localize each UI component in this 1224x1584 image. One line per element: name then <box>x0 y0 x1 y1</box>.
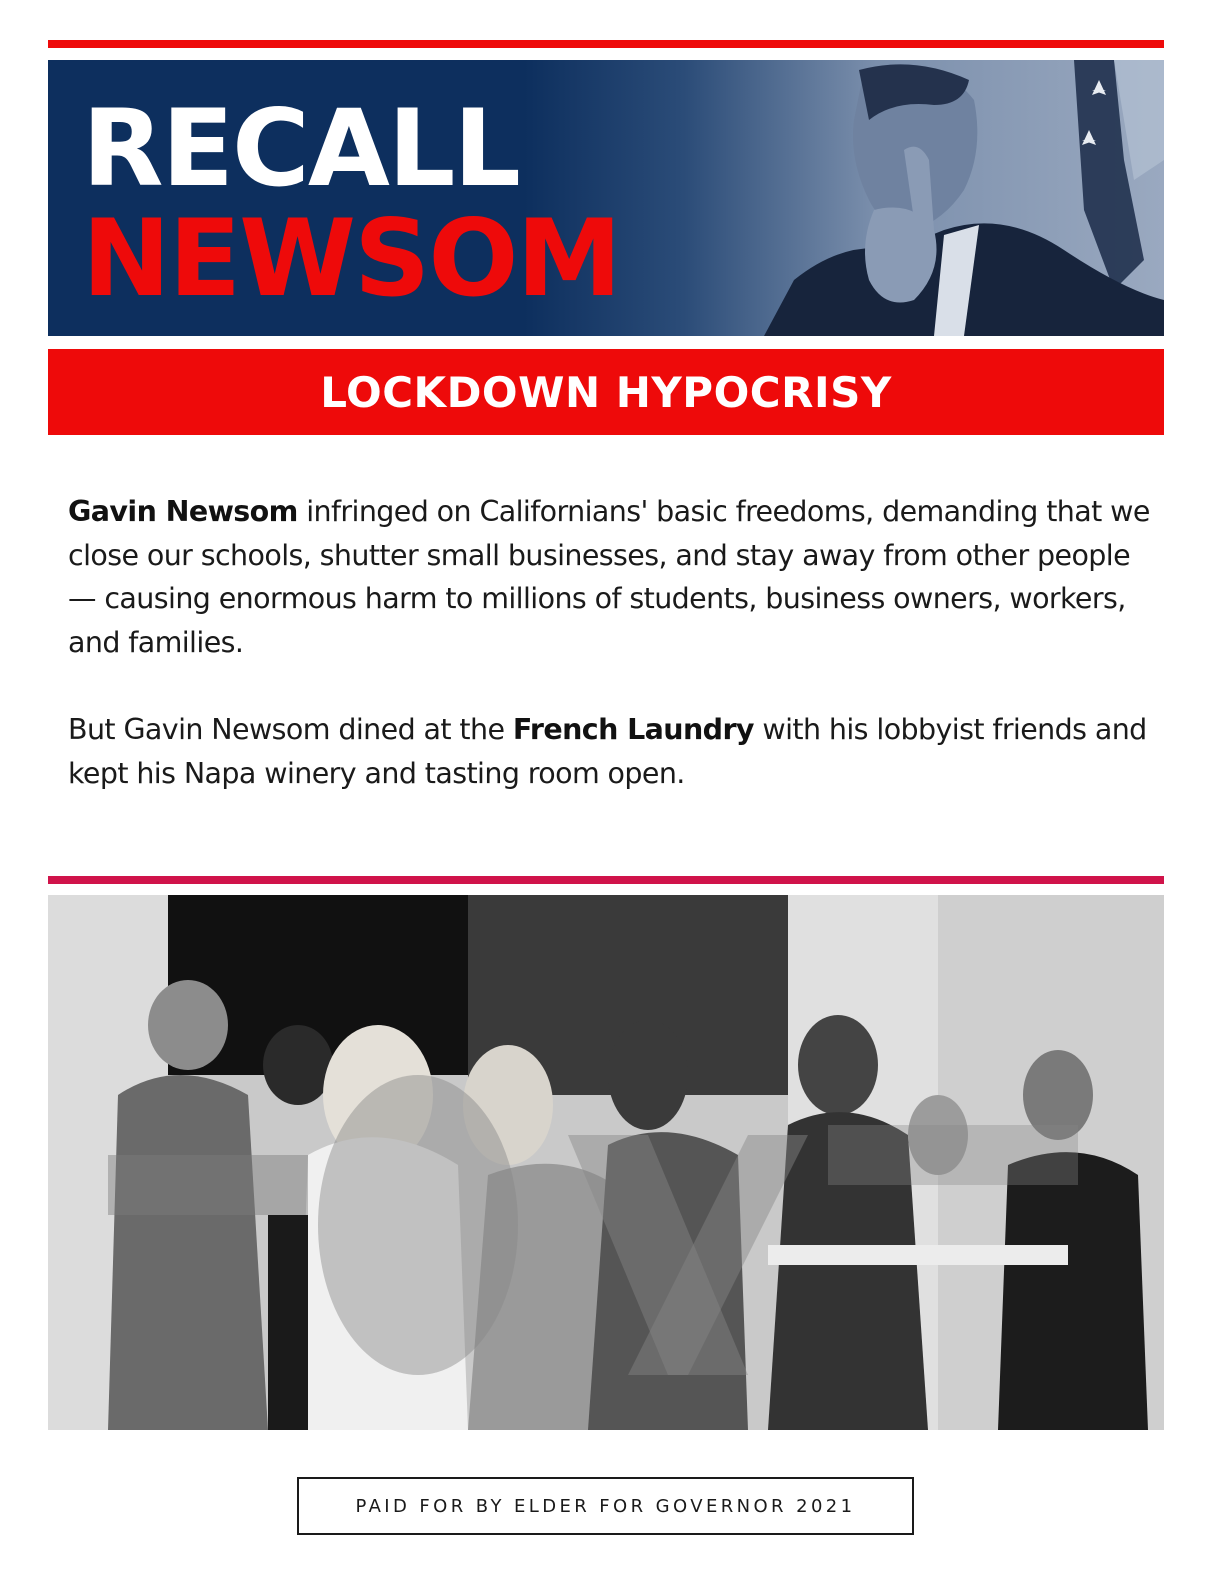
paragraph-2-after: with his lobbyist friends and kept his Napa winery and tasting room open. <box>68 713 1147 790</box>
paragraph-2-before: But Gavin Newsom dined at the <box>68 713 513 746</box>
restaurant-photo-illustration <box>48 895 1164 1430</box>
top-red-rule <box>48 40 1164 48</box>
restaurant-photo <box>48 895 1164 1430</box>
headline-newsom: NEWSOM <box>82 197 620 320</box>
paragraph-2-bold: French Laundry <box>512 713 754 746</box>
section-title: LOCKDOWN HYPOCRISY <box>320 367 892 417</box>
section-title-band <box>48 349 1164 435</box>
portrait-photo <box>644 60 1164 336</box>
paid-for-disclaimer: PAID FOR BY ELDER FOR GOVERNOR 2021 <box>355 1495 856 1517</box>
banner-photo-gradient <box>524 60 1164 336</box>
paid-for-disclaimer-box <box>297 1477 914 1535</box>
middle-crimson-rule <box>48 876 1164 884</box>
headline-recall: RECALL <box>82 87 519 210</box>
paragraph-1-bold-lead: Gavin Newsom <box>68 495 298 528</box>
paragraph-1 <box>68 490 1158 664</box>
paragraph-2 <box>68 708 1158 795</box>
paragraph-1-text: infringed on Californians' basic freedoms, demanding that we close our schools, shutter small businesses, and stay away from other people — causing enormous harm to millions of students, business owners, workers, and families. <box>68 495 1150 659</box>
header-banner <box>48 60 1164 336</box>
